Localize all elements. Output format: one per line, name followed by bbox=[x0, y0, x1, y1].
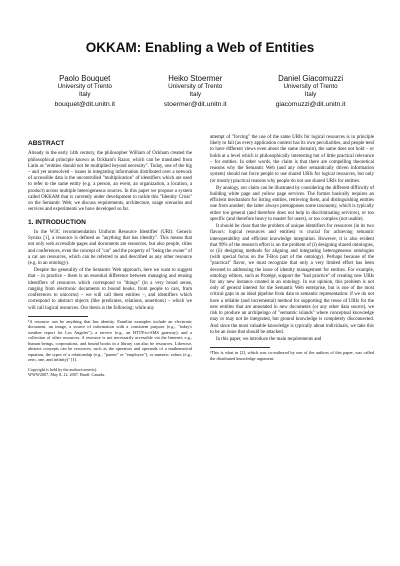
author-block bbox=[0, 74, 400, 109]
author-country: Italy bbox=[189, 90, 202, 98]
author-affiliation: University of Trento bbox=[168, 83, 223, 91]
body-paragraph: By analogy, our claim can be illustrated by considering the different difficulty of building white page and yellow page services. The former basically requires an efficient mechanism for listing entities, retrieving them, and distinguishing entities one from another; the latter always presupposes some taxonomy, which is typically either too general (and therefore does not help in discriminating services), or too specific (and therefore heavy to master for users), or too complex (not usable). bbox=[210, 185, 374, 222]
author-email: giacomuzzi@dit.unitn.it bbox=[275, 101, 346, 109]
author-3 bbox=[276, 74, 346, 109]
author-country: Italy bbox=[304, 90, 317, 98]
footnote-1: ¹A resource can be anything that has identity. Familiar examples include an electronic document, an image, a source of information with a consistent purpose (e.g., "today's weather report for Los Angeles"), a service (e.g., an HTTP-to-SMS gateway), and a collection of other resources. A resource is not necessarily accessible via the Internet; e.g., human beings, corporations, and bound books in a library can also be resources. Likewise, abstract concepts can be resources, such as the operators and operands of a mathematical equation, the types of a relationship (e.g., "parent" or "employee"), or numeric values (e.g., zero, one, and infinity)" [1]. bbox=[28, 318, 192, 363]
author-1 bbox=[54, 74, 115, 109]
intro-paragraph: Despite the generality of the Semantic Web approach, here we want to suggest that – in practice – there is an essential difference between managing and reusing identifiers of resources which correspond to "things" (in a very broad sense, ranging from electronic documents to bound books, from people to cars, from conferences to unicorns) – we will call them entities –, and identifiers which correspond to abstract objects (like predicates, relations, assertions) – which we will call logical resources. Our thesis is the following: while any bbox=[28, 268, 192, 311]
introduction-heading: 1. INTRODUCTION bbox=[28, 218, 86, 226]
body-paragraph: In this paper, we introduce the main requirements and bbox=[216, 337, 322, 342]
author-name: Heiko Stoermer bbox=[168, 74, 223, 83]
author-affiliation: University of Trento bbox=[283, 83, 338, 91]
footnote-rule bbox=[28, 316, 88, 317]
footnote-2: ²This is what in [2], which was co-authored by one of the authors of this paper, was called the distributed knowledge argument. bbox=[210, 350, 374, 361]
footnote-rule bbox=[210, 347, 270, 348]
left-column bbox=[28, 138, 192, 377]
body-paragraph: attempt of "forcing" the use of the same URIs for logical resources is in principle likely to fail (as every application context has its own peculiarities, and people tend to have different views even about the same domain), the same does not hold – or holds at a level which is philosophically interesting but of little practical relevance – for entities. In other words, the claim is that there are compelling theoretical reasons why the Semantic Web (and any other semantically driven information system) should not force people to use shared URIs for logical resources, but only (or mostly) practical reasons why people do not use shared URIs for entities. bbox=[210, 135, 374, 184]
author-name: Daniel Giacomuzzi bbox=[278, 74, 344, 83]
intro-paragraph: In the W3C recommendation Uniform Resource Identifier (URI): Generic Syntax [1], a resource is defined as "anything that has identity". This means that not only web accessible pages and documents are resources, but also people, cities and conferences, even the concept of "car" and the property of "being the owner" of a car are resources, which can be referred to and described as any other resource (e.g. in an ontology). bbox=[28, 229, 193, 266]
author-2 bbox=[164, 74, 227, 109]
abstract-text: Already in the early 14th century, the philosopher William of Ockham created the philosophical principle known as Ockham's Razor, which can be translated from Latin as "entities should not be multiplied beyond necessity". Today, one of the big – and yet unresolved – issues in integrating information distributed over a network of accessible data is the uncontrolled "multiplication" of identifiers which are used to refer to the same entity (e.g. a person, an event, an organization, a location, a product) across multiple heterogeneous sources. In this paper we propose a system called OKKAM that is currently under development to tackle this "Identity Crisis" on the Semantic Web; we discuss requirements, architecture, usage scenarios and services and experiments we have developed so far. bbox=[28, 151, 192, 213]
abstract-heading: ABSTRACT bbox=[28, 140, 65, 147]
author-affiliation: University of Trento bbox=[57, 83, 112, 91]
body-paragraph: It should be clear that the problem of unique identifiers for resources (in its two flavors: logical resources and entities) is crucial for achieving semantic interoperability and efficient knowledge integration. However, it is also evident that 99% of the research effort is on the problem of (i) designing shared ontologies, or (ii) designing methods for aligning and integrating heterogeneous ontologies (with special focus on the T-Box part of the ontology). Perhaps because of the "practical" flavor, we must recognize that only a very limited effort has been devoted to addressing the issue of identity management for entities. For example, ontology editors, such as Protégé, support the "bad practice" of creating new URIs for any new instance created in an ontology. In our opinion, this problem is not only of general interest for the Semantic Web enterprise, but is one of the most critical gaps in an ideal pipeline from data to semantic representation: if we do not have a reliable (and incremental) method for supporting the reuse of URIs for the new entities that are annotated in new documents (or any other data source), we risk to produce an archipelago of "semantic islands" where conceptual knowledge may or may not be integrated, but ground knowledge is completely disconnected. And since the most valuable knowledge is typically about individuals, we take this to be an issue that should be attacked. bbox=[210, 224, 374, 335]
author-email: bouquet@dit.unitn.it bbox=[54, 101, 115, 109]
right-column bbox=[210, 135, 374, 363]
copyright-line: Copyright is held by the author/owner(s). bbox=[28, 366, 98, 372]
copyright-notice bbox=[28, 367, 192, 378]
author-name: Paolo Bouquet bbox=[59, 74, 111, 83]
author-email: stoermer@dit.unitn.it bbox=[163, 101, 227, 109]
conference-line: WWW2007, May 8–12, 2007, Banff, Canada. bbox=[28, 372, 106, 377]
paper-title: OKKAM: Enabling a Web of Entities bbox=[85, 40, 315, 55]
author-country: Italy bbox=[78, 90, 91, 98]
